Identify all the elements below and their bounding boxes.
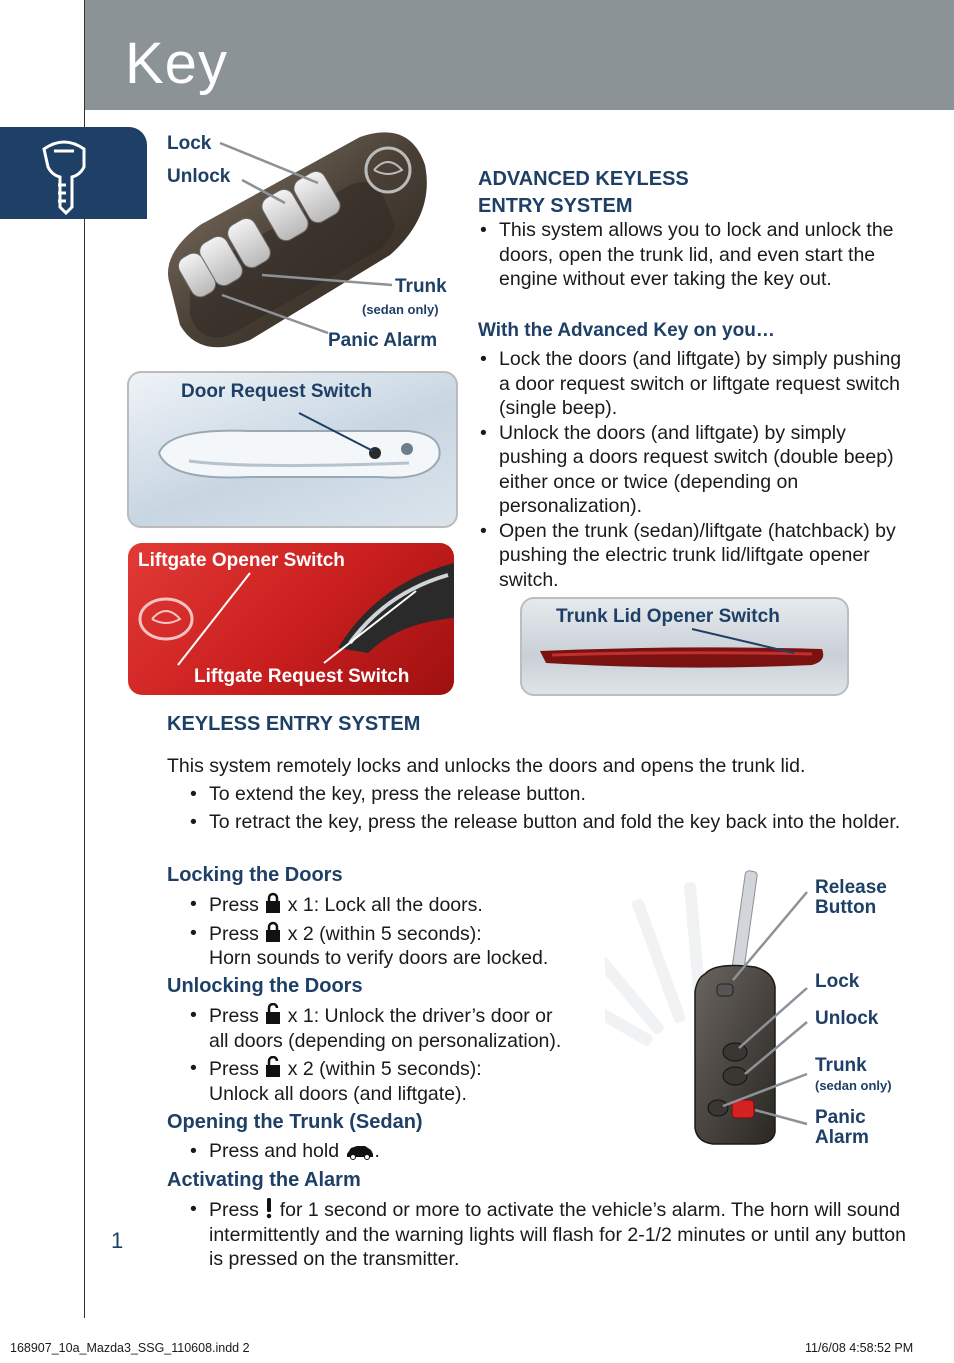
unlocking-b2-post: x 2 (within 5 seconds): <box>287 1058 482 1080</box>
section-tab <box>0 127 147 219</box>
advanced-bullet-2: • Unlock the doors (and liftgate) by simply pushing a doors request switch (double beep) either once or twice (depending on personalization). <box>477 421 917 519</box>
unlocking-bullets <box>187 1003 617 1106</box>
unlocking-bullet-1 <box>187 1003 617 1053</box>
trunk-bullets <box>187 1139 617 1164</box>
advanced-subhead: With the Advanced Key on you… <box>478 320 775 341</box>
advanced-title-line2: ENTRY SYSTEM <box>478 195 633 217</box>
advanced-bullets <box>477 347 917 592</box>
locking-b1-pre: Press <box>209 894 259 916</box>
fob-trunk-label: Trunk <box>395 276 447 297</box>
panic-icon <box>264 1197 274 1219</box>
fob-leader-lines <box>160 125 460 355</box>
alarm-bullets <box>187 1197 912 1272</box>
trunk-title: Opening the Trunk (Sedan) <box>167 1111 423 1133</box>
unlocking-bullet-2 <box>187 1056 617 1106</box>
advanced-intro <box>477 218 917 292</box>
trunk-lid-photo <box>520 597 849 696</box>
unlocking-b2-line2: Unlock all doors (and liftgate). <box>209 1082 467 1105</box>
flip-trunk-label: Trunk <box>815 1055 867 1076</box>
flip-release-label <box>815 878 887 918</box>
car-trunk-icon <box>345 1142 375 1160</box>
alarm-bullet-1 <box>187 1197 912 1272</box>
fob-panic-alarm-label: Panic Alarm <box>328 330 438 351</box>
liftgate-photo <box>128 543 454 695</box>
flip-button-word: Button <box>815 897 877 918</box>
flip-panic-word: Panic <box>815 1107 866 1128</box>
flip-sedan-only-label: (sedan only) <box>815 1078 892 1093</box>
alarm-b1-pre: Press <box>209 1199 259 1221</box>
trunk-bullet-1 <box>187 1139 617 1164</box>
advanced-bullet-3: • Open the trunk (sedan)/liftgate (hatchback) by pushing the electric trunk lid/liftgate opener switch. <box>477 519 917 593</box>
lock-icon <box>264 921 282 943</box>
flip-alarm-word: Alarm <box>815 1127 869 1148</box>
flip-panic-alarm-label <box>815 1108 869 1148</box>
liftgate-request-switch-label: Liftgate Request Switch <box>194 666 410 687</box>
flip-lock-label: Lock <box>815 971 860 992</box>
unlocking-b1-post: x 1: Unlock the driver’s door or <box>287 1005 553 1027</box>
door-request-switch-label: Door Request Switch <box>181 381 373 402</box>
fob-sedan-only-label: (sedan only) <box>362 302 439 317</box>
locking-title: Locking the Doors <box>167 864 343 886</box>
footer-timestamp: 11/6/08 4:58:52 PM <box>805 1341 914 1355</box>
unlocking-b2-pre: Press <box>209 1058 259 1080</box>
unlocking-title: Unlocking the Doors <box>167 975 363 997</box>
advanced-intro-bullet: • This system allows you to lock and unlock the doors, open the trunk lid, and even start the engine without ever taking the key out. <box>477 218 917 292</box>
advanced-bullet-1: • Lock the doors (and liftgate) by simply pushing a door request switch or liftgate request switch (single beep). <box>477 347 917 421</box>
footer-filename: 168907_10a_Mazda3_SSG_110608.indd 2 <box>10 1341 250 1355</box>
locking-bullet-2 <box>187 921 617 971</box>
keyless-title: KEYLESS ENTRY SYSTEM <box>167 713 421 735</box>
unlocking-b1-line2: all doors (depending on personalization). <box>209 1029 562 1052</box>
flip-release-word: Release <box>815 877 887 898</box>
flip-unlock-label: Unlock <box>815 1008 879 1029</box>
locking-b1-post: x 1: Lock all the doors. <box>287 894 483 916</box>
fob-lock-label: Lock <box>167 133 212 154</box>
keyless-intro: This system remotely locks and unlocks the doors and opens the trunk lid. <box>167 755 806 777</box>
page-title: Key <box>125 31 228 96</box>
locking-bullet-1 <box>187 892 617 918</box>
trunk-lid-opener-switch-label: Trunk Lid Opener Switch <box>556 606 780 627</box>
lock-icon <box>264 892 282 914</box>
liftgate-opener-switch-label: Liftgate Opener Switch <box>138 550 345 571</box>
flip-key-image <box>605 862 820 1147</box>
page-number: 1 <box>111 1228 124 1253</box>
fob-unlock-label: Unlock <box>167 166 231 187</box>
keyless-bullets <box>187 782 907 834</box>
locking-b2-line2: Horn sounds to verify doors are locked. <box>209 947 549 969</box>
locking-b2-pre: Press <box>209 922 259 945</box>
unlock-icon <box>264 1003 282 1025</box>
advanced-title-line1: ADVANCED KEYLESS <box>478 168 689 190</box>
locking-bullets <box>187 892 617 971</box>
unlocking-b1-pre: Press <box>209 1005 259 1027</box>
keyless-bullet-2: • To retract the key, press the release button and fold the key back into the holder. <box>187 810 907 835</box>
trunk-b1-post: . <box>374 1140 380 1162</box>
door-handle-photo <box>127 371 458 528</box>
alarm-b1-post: for 1 second or more to activate the vehicle’s alarm. The horn will sound intermittently and the warning lights will flash for 2-1/2 minutes or until any button is pressed on the transmitter. <box>209 1199 906 1270</box>
keyless-bullet-1: • To extend the key, press the release button. <box>187 782 907 807</box>
locking-b2-post: x 2 (within 5 seconds): <box>287 922 482 945</box>
alarm-title: Activating the Alarm <box>167 1169 361 1191</box>
unlock-icon <box>264 1056 282 1078</box>
trunk-b1-pre: Press and hold <box>209 1140 340 1162</box>
key-icon <box>0 127 147 219</box>
